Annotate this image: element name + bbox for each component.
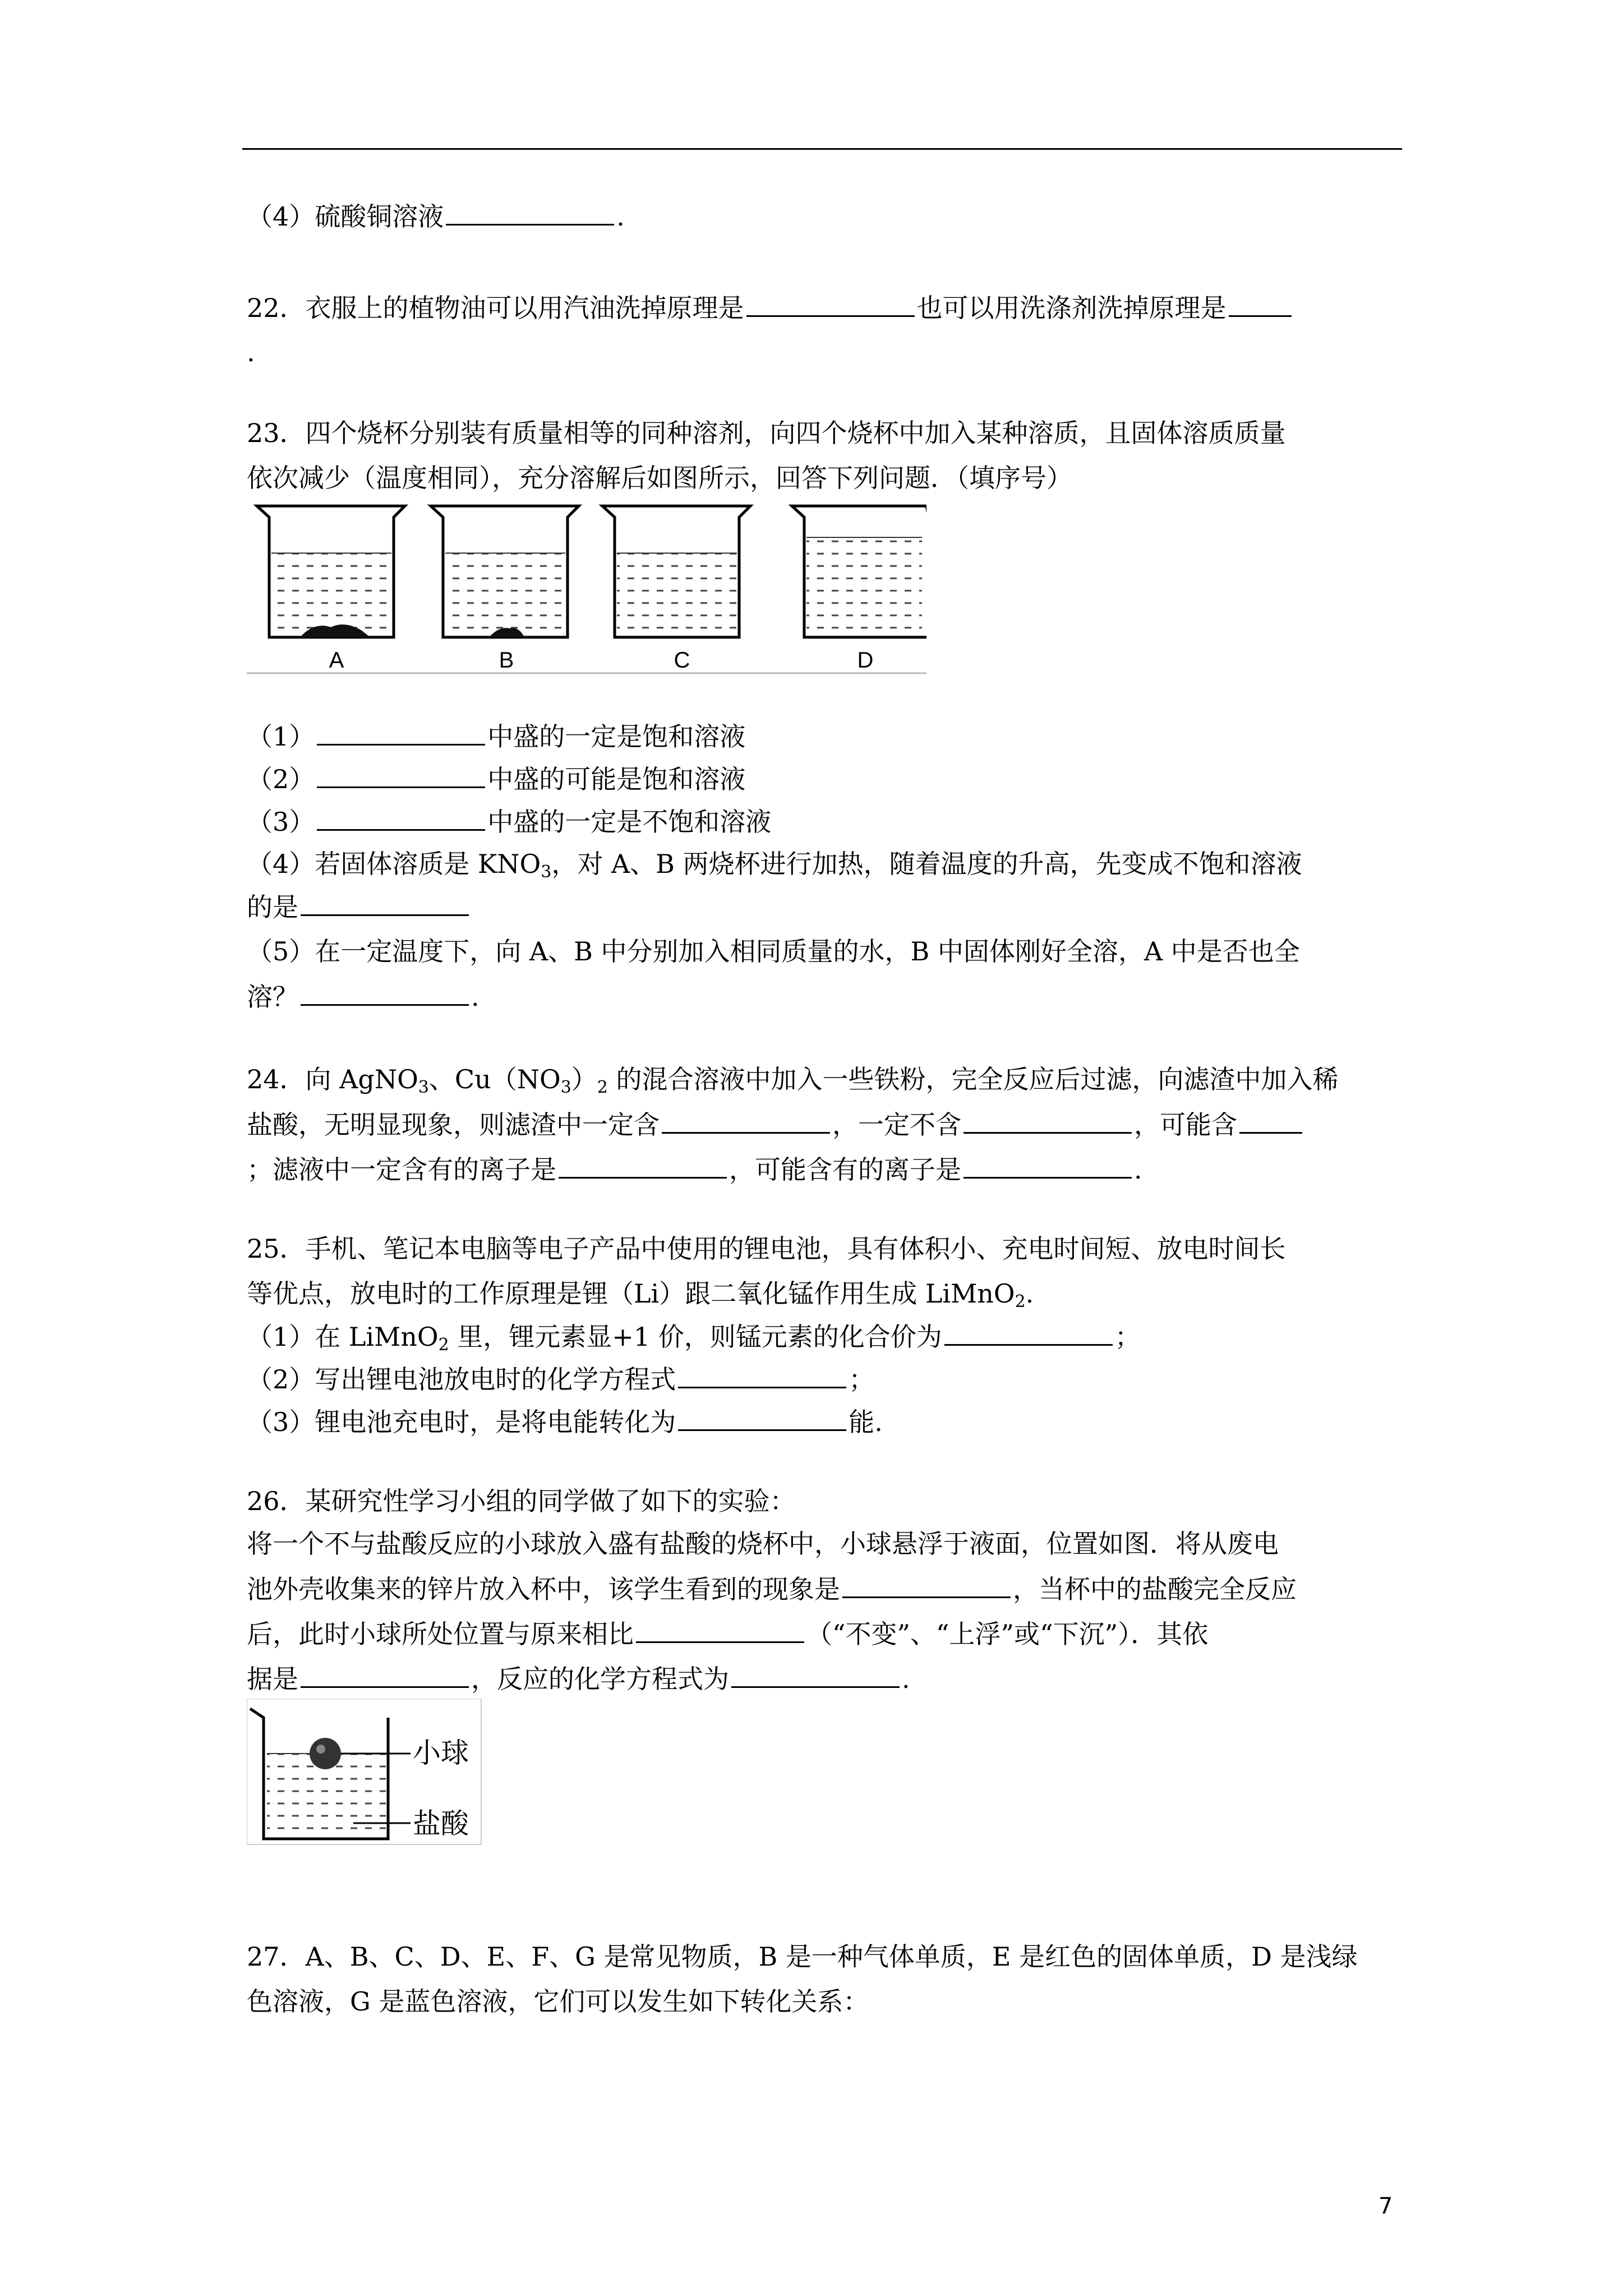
q26-line2: 将一个不与盐酸反应的小球放入盛有盐酸的烧杯中，小球悬浮于液面，位置如图．将从废电 [247,1529,1279,1559]
answer-blank[interactable] [301,1662,469,1688]
q24-line2: 盐酸，无明显现象，则滤渣中一定含 ，一定不含 ，可能含 [247,1107,1304,1142]
q24-line3: ；滤液中一定含有的离子是 ，可能含有的离子是 . [247,1152,1142,1186]
q25-sub-3: （3）锂电池充电时，是将电能转化为 能. [247,1405,883,1439]
answer-blank[interactable] [678,1362,846,1388]
q24-line1: 24．向 AgNO$_3$、$Cu(NO_3)_2$ 的混合溶液中加入一些铁粉，完全反应后过滤，向滤渣中加入稀 [247,1064,1339,1097]
q26-line5: 据是 ，反应的化学方程式为 . [247,1662,910,1696]
four-beakers-figure [247,498,926,678]
beaker-b [431,506,579,637]
beaker-label-c: C [674,648,690,673]
q22-line: 22．衣服上的植物油可以用汽油洗掉原理是 也可以用洗涤剂洗掉原理是 [247,291,1294,325]
q23-sub-4: （4）若固体溶质是 $KNO_3$，对 A、B 两烧杯进行加热，随着温度的升高，先变成不饱和溶液 [247,849,1302,882]
ball [310,1738,341,1769]
answer-blank[interactable] [963,1107,1132,1134]
beaker-label-d: D [857,648,874,673]
q23-sub-5-line2: 溶？ . [247,979,479,1014]
answer-blank[interactable] [1239,1107,1302,1134]
answer-blank[interactable] [746,291,915,317]
ball-label: 小球 [413,1737,469,1769]
q23-sub-4-line2: 的是 [247,890,471,924]
q25-sub-1: （1）在 LiMnO$_2$ 里，锂元素显+1 价，则锰元素的化合价为 ； [247,1319,1141,1354]
beaker-label-b: B [499,648,514,673]
q27-line1: 27．A、B、C、D、E、F、G 是常见物质，B 是一种气体单质，E 是红色的固体单质，D 是浅绿 [247,1941,1358,1972]
page-number: 7 [1378,2193,1393,2219]
acid-label: 盐酸 [413,1807,469,1840]
answer-blank[interactable] [446,199,614,226]
q26-line4: 后，此时小球所处位置与原来相比 （“不变”、“上浮”或“下沉”）．其依 [247,1617,1208,1651]
q23-sub-3: （3） 中盛的一定是不饱和溶液 [247,804,771,839]
q22-end: . [247,337,255,367]
answer-blank[interactable] [944,1319,1113,1346]
answer-blank[interactable] [301,890,469,916]
q25-sub-2: （2）写出锂电池放电时的化学方程式 ； [247,1362,874,1396]
answer-blank[interactable] [842,1572,1011,1598]
q23-sub-5: （5）在一定温度下，向 A、B 中分别加入相同质量的水，B 中固体刚好全溶，A 中是否也全 [247,936,1300,967]
answer-blank[interactable] [317,804,485,831]
q26-line3: 池外壳收集来的锌片放入杯中，该学生看到的现象是 ，当杯中的盐酸完全反应 [247,1572,1297,1606]
answer-blank[interactable] [636,1617,804,1643]
answer-blank[interactable] [317,719,485,746]
q26-line1: 26．某研究性学习小组的同学做了如下的实验： [247,1486,796,1516]
q23-stem-line2: 依次减少（温度相同），充分溶解后如图所示，回答下列问题．（填序号） [247,463,1072,493]
q27-line2: 色溶液，G 是蓝色溶液，它们可以发生如下转化关系： [247,1986,869,2017]
ball-in-acid-figure [247,1699,482,1846]
answer-blank[interactable] [1229,291,1292,317]
q25-line2: 等优点，放电时的工作原理是锂（Li）跟二氧化锰作用生成 LiMnO$_2$. [247,1278,1034,1312]
q23-stem-line1: 23．四个烧杯分别装有质量相等的同种溶剂，向四个烧杯中加入某种溶质，且固体溶质质量 [247,418,1286,448]
q23-sub-1: （1） 中盛的一定是饱和溶液 [247,719,745,753]
answer-blank[interactable] [317,762,485,788]
answer-blank[interactable] [301,979,469,1006]
answer-blank[interactable] [963,1152,1132,1179]
answer-blank[interactable] [559,1152,727,1179]
q25-line1: 25．手机、笔记本电脑等电子产品中使用的锂电池，具有体积小、充电时间短、放电时间长 [247,1234,1286,1264]
q23-sub-2: （2） 中盛的可能是饱和溶液 [247,762,745,796]
q21-item-4: （4）硫酸铜溶液 . [247,199,625,233]
beaker-a [257,506,405,637]
beaker-c [602,506,750,637]
answer-blank[interactable] [662,1107,830,1134]
beaker-d [792,506,926,637]
beaker-label-a: A [329,648,344,673]
header-rule [242,148,1402,150]
answer-blank[interactable] [731,1662,900,1688]
answer-blank[interactable] [678,1405,846,1431]
